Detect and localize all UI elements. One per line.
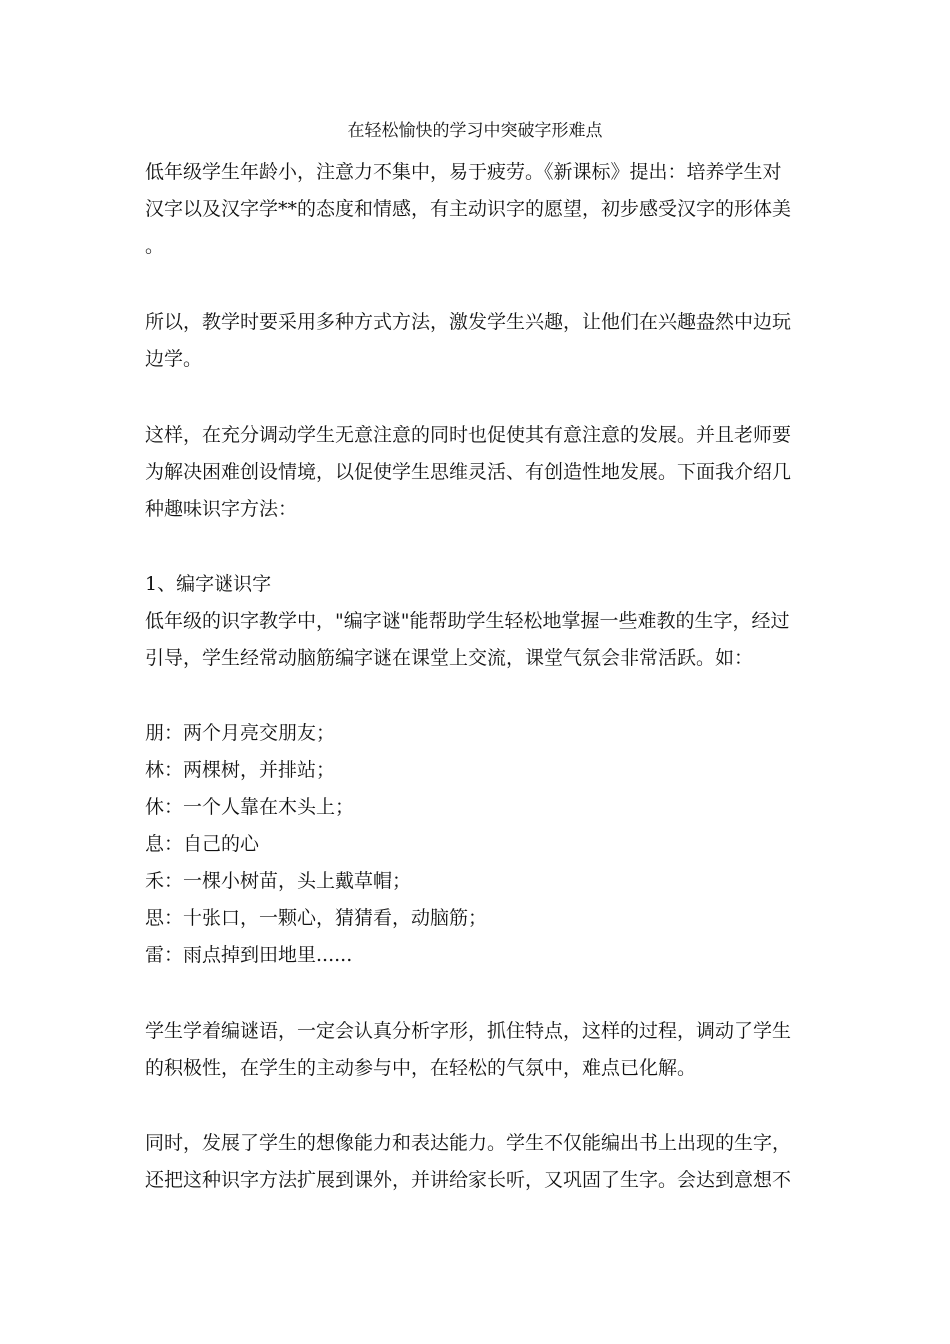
para5-line-1: 学生学着编谜语，一定会认真分析字形，抓住特点，这样的过程，调动了学生 (145, 1020, 792, 1042)
document-title: 在轻松愉快的学习中突破字形难点 (347, 121, 603, 141)
para6-line-2: 还把这种识字方法扩展到课外，并讲给家长听，又巩固了生字。会达到意想不 (145, 1169, 792, 1191)
intro-line-2: 汉字以及汉字学**的态度和情感，有主动识字的愿望，初步感受汉字的形体美 (145, 198, 792, 220)
para5-line-2: 的积极性，在学生的主动参与中，在轻松的气氛中，难点已化解。 (145, 1057, 697, 1079)
riddle-item: 思：十张口，一颗心，猜猜看，动脑筋； (145, 907, 488, 929)
section1-line-2: 引导，学生经常动脑筋编字谜在课堂上交流，课堂气氛会非常活跃。如： (145, 647, 754, 669)
riddle-item: 朋：两个月亮交朋友； (145, 722, 336, 744)
section1-line-1: 低年级的识字教学中，"编字谜"能帮助学生轻松地掌握一些难教的生字，经过 (145, 610, 790, 632)
para3-line-2: 为解决困难创设情境，以促使学生思维灵活、有创造性地发展。下面我介绍几 (145, 461, 792, 483)
para2-line-1: 所以，教学时要采用多种方式方法，激发学生兴趣，让他们在兴趣盎然中边玩 (145, 311, 792, 333)
riddle-item: 雷：雨点掉到田地里...... (145, 944, 353, 966)
riddle-item: 息：自己的心 (145, 833, 260, 855)
riddle-item: 禾：一棵小树苗，头上戴草帽； (145, 870, 412, 892)
para3-line-3: 种趣味识字方法： (145, 498, 298, 520)
riddle-item: 休：一个人靠在木头上； (145, 796, 355, 818)
section1-heading: 1、编字谜识字 (145, 573, 272, 595)
intro-line-1: 低年级学生年龄小，注意力不集中，易于疲劳。《新课标》提出：培养学生对 (145, 161, 782, 183)
intro-line-3: 。 (145, 235, 165, 257)
para2-line-2: 边学。 (145, 348, 203, 370)
para6-line-1: 同时，发展了学生的想像能力和表达能力。学生不仅能编出书上出现的生字， (145, 1132, 792, 1154)
para3-line-1: 这样，在充分调动学生无意注意的同时也促使其有意注意的发展。并且老师要 (145, 424, 792, 446)
riddle-item: 林：两棵树，并排站； (145, 759, 336, 781)
